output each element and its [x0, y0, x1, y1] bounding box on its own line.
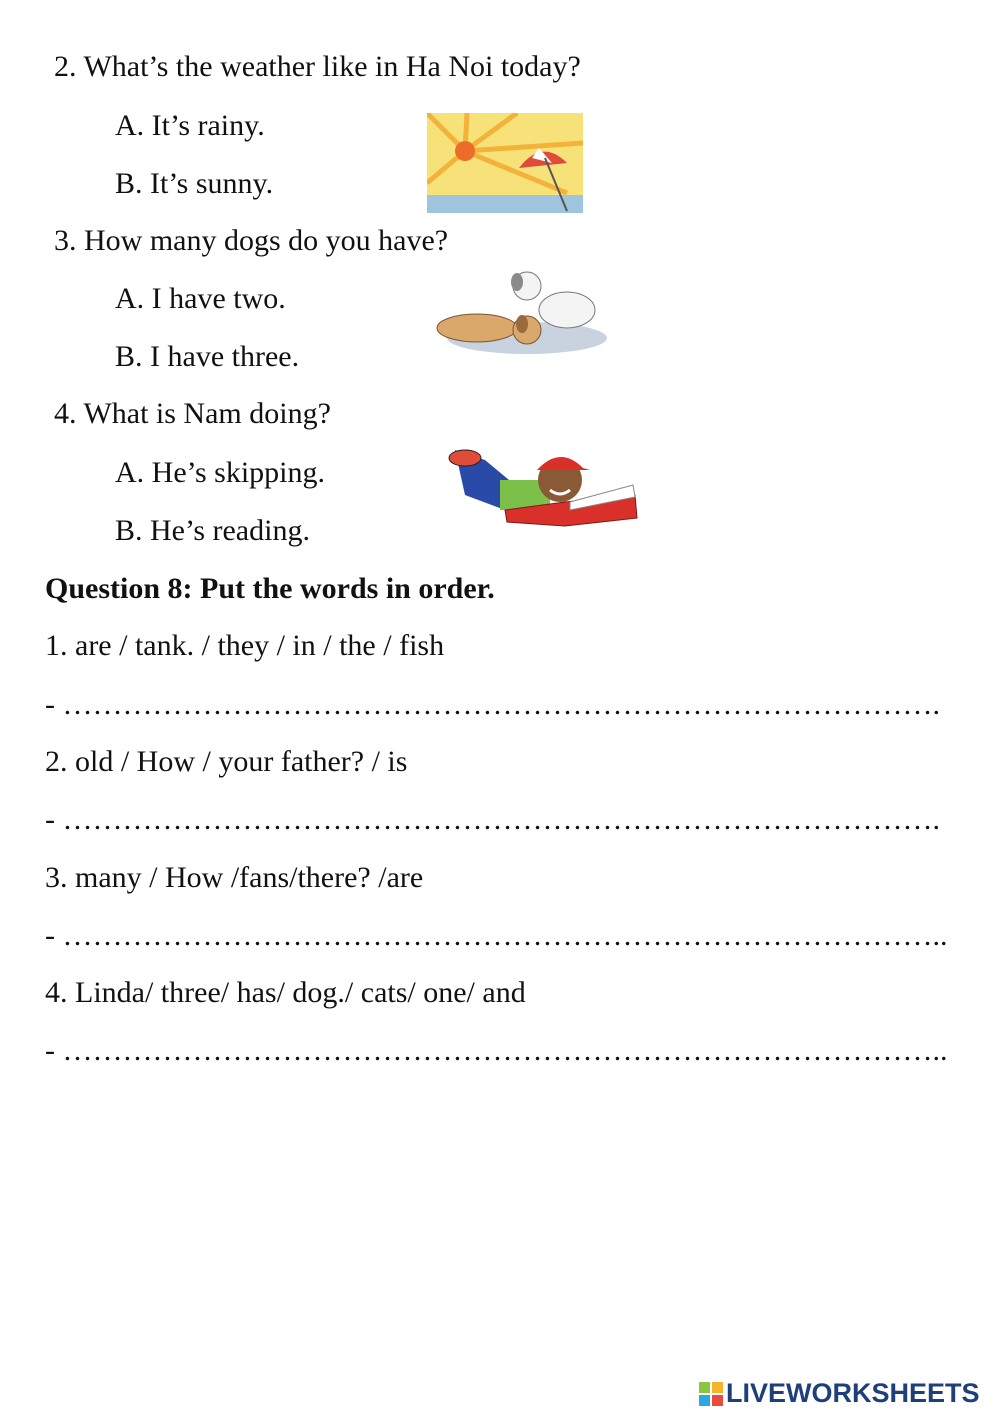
- question-2: 2. What’s the weather like in Ha Noi today?: [54, 50, 581, 83]
- question-4-option-b: B. He’s reading.: [115, 514, 310, 547]
- boy-reading-image: [445, 440, 640, 528]
- logo-text: LIVEWORKSHEETS: [726, 1378, 980, 1408]
- dogs-image: [427, 268, 610, 360]
- order-item-1-prompt: 1. are / tank. / they / in / the / fish: [45, 629, 445, 662]
- order-item-2-answer-line[interactable]: - …………………………………………………………………………….: [45, 803, 940, 836]
- question-3: 3. How many dogs do you have?: [54, 224, 449, 257]
- order-item-3-answer-line[interactable]: - ……………………………………………………………………………..: [45, 919, 948, 952]
- question-2-option-b: B. It’s sunny.: [115, 167, 274, 200]
- order-item-2-prompt: 2. old / How / your father? / is: [45, 745, 408, 778]
- question-4: 4. What is Nam doing?: [54, 397, 331, 430]
- order-item-3-prompt: 3. many / How /fans/there? /are: [45, 861, 424, 894]
- section-title: Question 8: Put the words in order.: [45, 572, 495, 605]
- sunny-beach-image: [427, 113, 583, 213]
- logo-icon: [698, 1381, 724, 1407]
- order-item-4-answer-line[interactable]: - ……………………………………………………………………………..: [45, 1034, 948, 1067]
- question-3-option-a: A. I have two.: [115, 282, 286, 315]
- question-3-option-b: B. I have three.: [115, 340, 300, 373]
- liveworksheets-logo: [698, 1378, 980, 1409]
- question-4-option-a: A. He’s skipping.: [115, 456, 325, 489]
- order-item-1-answer-line[interactable]: - …………………………………………………………………………….: [45, 688, 940, 721]
- order-item-4-prompt: 4. Linda/ three/ has/ dog./ cats/ one/ and: [45, 976, 526, 1009]
- question-2-option-a: A. It’s rainy.: [115, 109, 265, 142]
